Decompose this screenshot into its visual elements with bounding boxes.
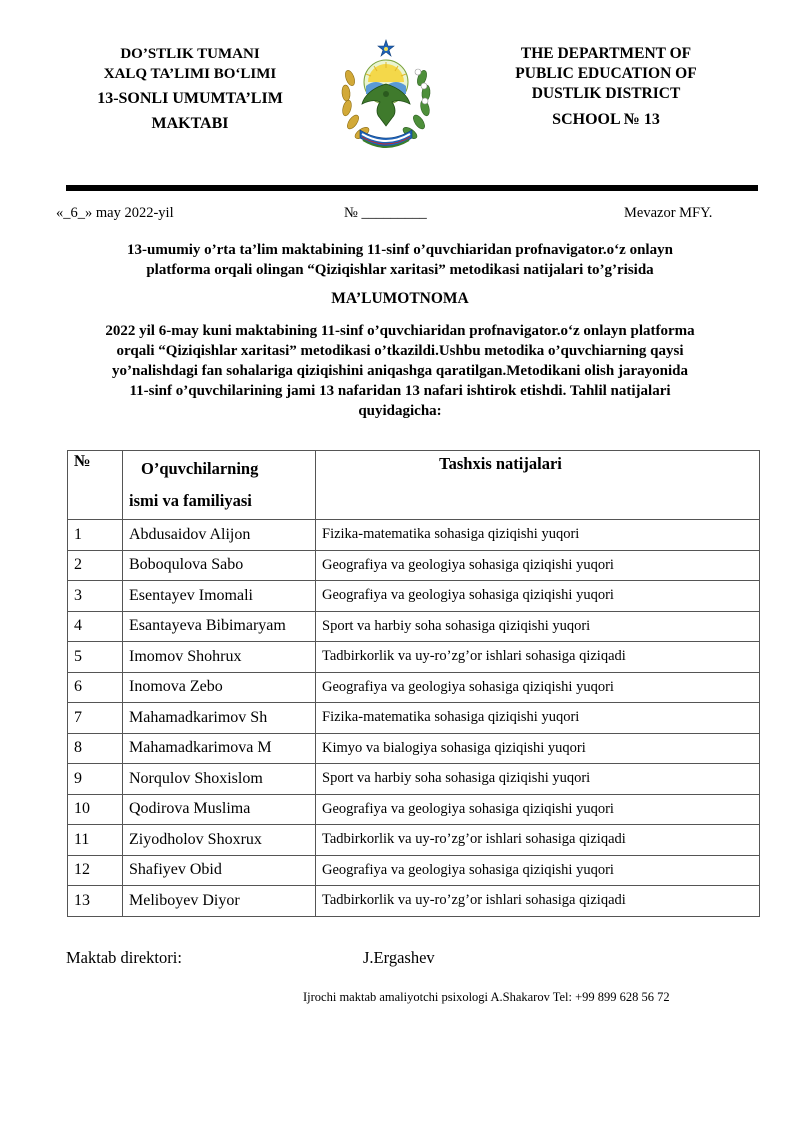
row-student-name: Shafiyev Obid — [123, 855, 316, 886]
row-number: 11 — [68, 825, 123, 856]
subject-line2: platforma orqali olingan “Qiziqishlar xaritasi” metodikasi natijalari to’g’risida — [146, 262, 654, 278]
row-result: Kimyo va bialogiya sohasiga qiziqishi yuqori — [316, 733, 760, 764]
row-number: 1 — [68, 520, 123, 551]
row-result: Tadbirkorlik va uy-ro’zg’or ishlari sohasiga qiziqadi — [316, 825, 760, 856]
row-result: Geografiya va geologiya sohasiga qiziqishi yuqori — [316, 581, 760, 612]
row-number: 13 — [68, 886, 123, 917]
table-row — [68, 733, 760, 764]
intro-line3: yo’nalishdagi fan sohalariga qiziqishini aniqashga qaratilgan.Metodikani olish jarayonida — [112, 363, 688, 379]
table-row — [68, 520, 760, 551]
row-result: Geografiya va geologiya sohasiga qiziqishi yuqori — [316, 672, 760, 703]
header-left-line4: MAKTABI — [151, 115, 229, 132]
header-right-line2: PUBLIC EDUCATION OF — [515, 65, 697, 82]
header-number: № — [68, 451, 123, 520]
signature-name: J.Ergashev — [363, 948, 435, 967]
table-row — [68, 764, 760, 795]
table-header-row — [68, 451, 760, 520]
signature-label: Maktab direktori: — [66, 948, 182, 967]
row-student-name: Imomov Shohrux — [123, 642, 316, 673]
row-student-name: Esentayev Imomali — [123, 581, 316, 612]
subject-line1: 13-umumiy o’rta ta’lim maktabining 11-sinf o’quvchiaridan profnavigator.o‘z onlayn — [127, 242, 673, 258]
row-result: Geografiya va geologiya sohasiga qiziqishi yuqori — [316, 794, 760, 825]
header-left-line1: DO’STLIK TUMANI — [120, 46, 260, 62]
document-number: № _________ — [344, 205, 427, 221]
row-number: 6 — [68, 672, 123, 703]
intro-line2: orqali “Qiziqishlar xaritasi” metodikasi o’tkazildi.Ushbu metodika o’quvchiarning qaysi — [116, 343, 684, 359]
table-row — [68, 794, 760, 825]
row-number: 4 — [68, 611, 123, 642]
header-name-line2: ismi va familiyasi — [129, 491, 252, 510]
row-student-name: Mahamadkarimov Sh — [123, 703, 316, 734]
table-row — [68, 672, 760, 703]
document-date: «_6_» may 2022-yil — [56, 205, 174, 221]
table-body — [68, 520, 760, 917]
footer-contact: Ijrochi maktab amaliyotchi psixologi A.Shakarov Tel: +99 899 628 56 72 — [303, 990, 670, 1004]
row-student-name: Abdusaidov Alijon — [123, 520, 316, 551]
row-student-name: Qodirova Muslima — [123, 794, 316, 825]
row-number: 5 — [68, 642, 123, 673]
header-right-line4: SCHOOL № 13 — [552, 111, 660, 128]
row-number: 3 — [68, 581, 123, 612]
state-emblem-icon — [338, 38, 434, 156]
row-student-name: Mahamadkarimova M — [123, 733, 316, 764]
row-number: 10 — [68, 794, 123, 825]
header-name-line1: O’quvchilarning — [141, 459, 259, 478]
header-left-block — [60, 44, 320, 134]
table-row — [68, 703, 760, 734]
intro-line5: quyidagicha: — [358, 403, 442, 419]
row-result: Sport va harbiy soha sohasiga qiziqishi yuqori — [316, 764, 760, 795]
row-student-name: Esantayeva Bibimaryam — [123, 611, 316, 642]
row-result: Sport va harbiy soha sohasiga qiziqishi yuqori — [316, 611, 760, 642]
header-right-line3: DUSTLIK DISTRICT — [531, 85, 681, 102]
row-number: 12 — [68, 855, 123, 886]
header-left-line3: 13-SONLI UMUMTA’LIM — [97, 90, 283, 107]
header-right-block — [490, 44, 722, 130]
row-number: 7 — [68, 703, 123, 734]
document-address: Mevazor MFY. — [624, 205, 713, 221]
table-row — [68, 886, 760, 917]
row-number: 9 — [68, 764, 123, 795]
results-table — [67, 450, 760, 917]
row-result: Fizika-matematika sohasiga qiziqishi yuqori — [316, 520, 760, 551]
header-right-line1: THE DEPARTMENT OF — [520, 45, 692, 62]
table-row — [68, 550, 760, 581]
table-row — [68, 611, 760, 642]
row-result: Tadbirkorlik va uy-ro’zg’or ishlari sohasiga qiziqadi — [316, 642, 760, 673]
header-left-line2: XALQ TA’LIMI BO‘LIMI — [103, 66, 277, 82]
row-student-name: Boboqulova Sabo — [123, 550, 316, 581]
document-title: MA’LUMOTNOMA — [331, 290, 469, 307]
row-student-name: Meliboyev Diyor — [123, 886, 316, 917]
row-student-name: Inomova Zebo — [123, 672, 316, 703]
table-row — [68, 642, 760, 673]
row-number: 2 — [68, 550, 123, 581]
table-row — [68, 581, 760, 612]
header-divider — [66, 185, 758, 191]
row-result: Geografiya va geologiya sohasiga qiziqishi yuqori — [316, 855, 760, 886]
header-student-name — [123, 451, 316, 520]
intro-line4: 11-sinf o’quvchilarining jami 13 nafaridan 13 nafari ishtirok etishdi. Tahlil natijalari — [129, 383, 671, 399]
table-row — [68, 855, 760, 886]
row-result: Fizika-matematika sohasiga qiziqishi yuqori — [316, 703, 760, 734]
row-number: 8 — [68, 733, 123, 764]
row-student-name: Norqulov Shoxislom — [123, 764, 316, 795]
document-subject — [40, 240, 760, 280]
header-result: Tashxis natijalari — [316, 451, 760, 520]
intro-line1: 2022 yil 6-may kuni maktabining 11-sinf o’quvchiaridan profnavigator.o‘z onlayn platforma — [105, 323, 695, 339]
table-row — [68, 825, 760, 856]
intro-paragraph — [40, 321, 760, 421]
row-result: Tadbirkorlik va uy-ro’zg’or ishlari sohasiga qiziqadi — [316, 886, 760, 917]
row-student-name: Ziyodholov Shoxrux — [123, 825, 316, 856]
row-result: Geografiya va geologiya sohasiga qiziqishi yuqori — [316, 550, 760, 581]
